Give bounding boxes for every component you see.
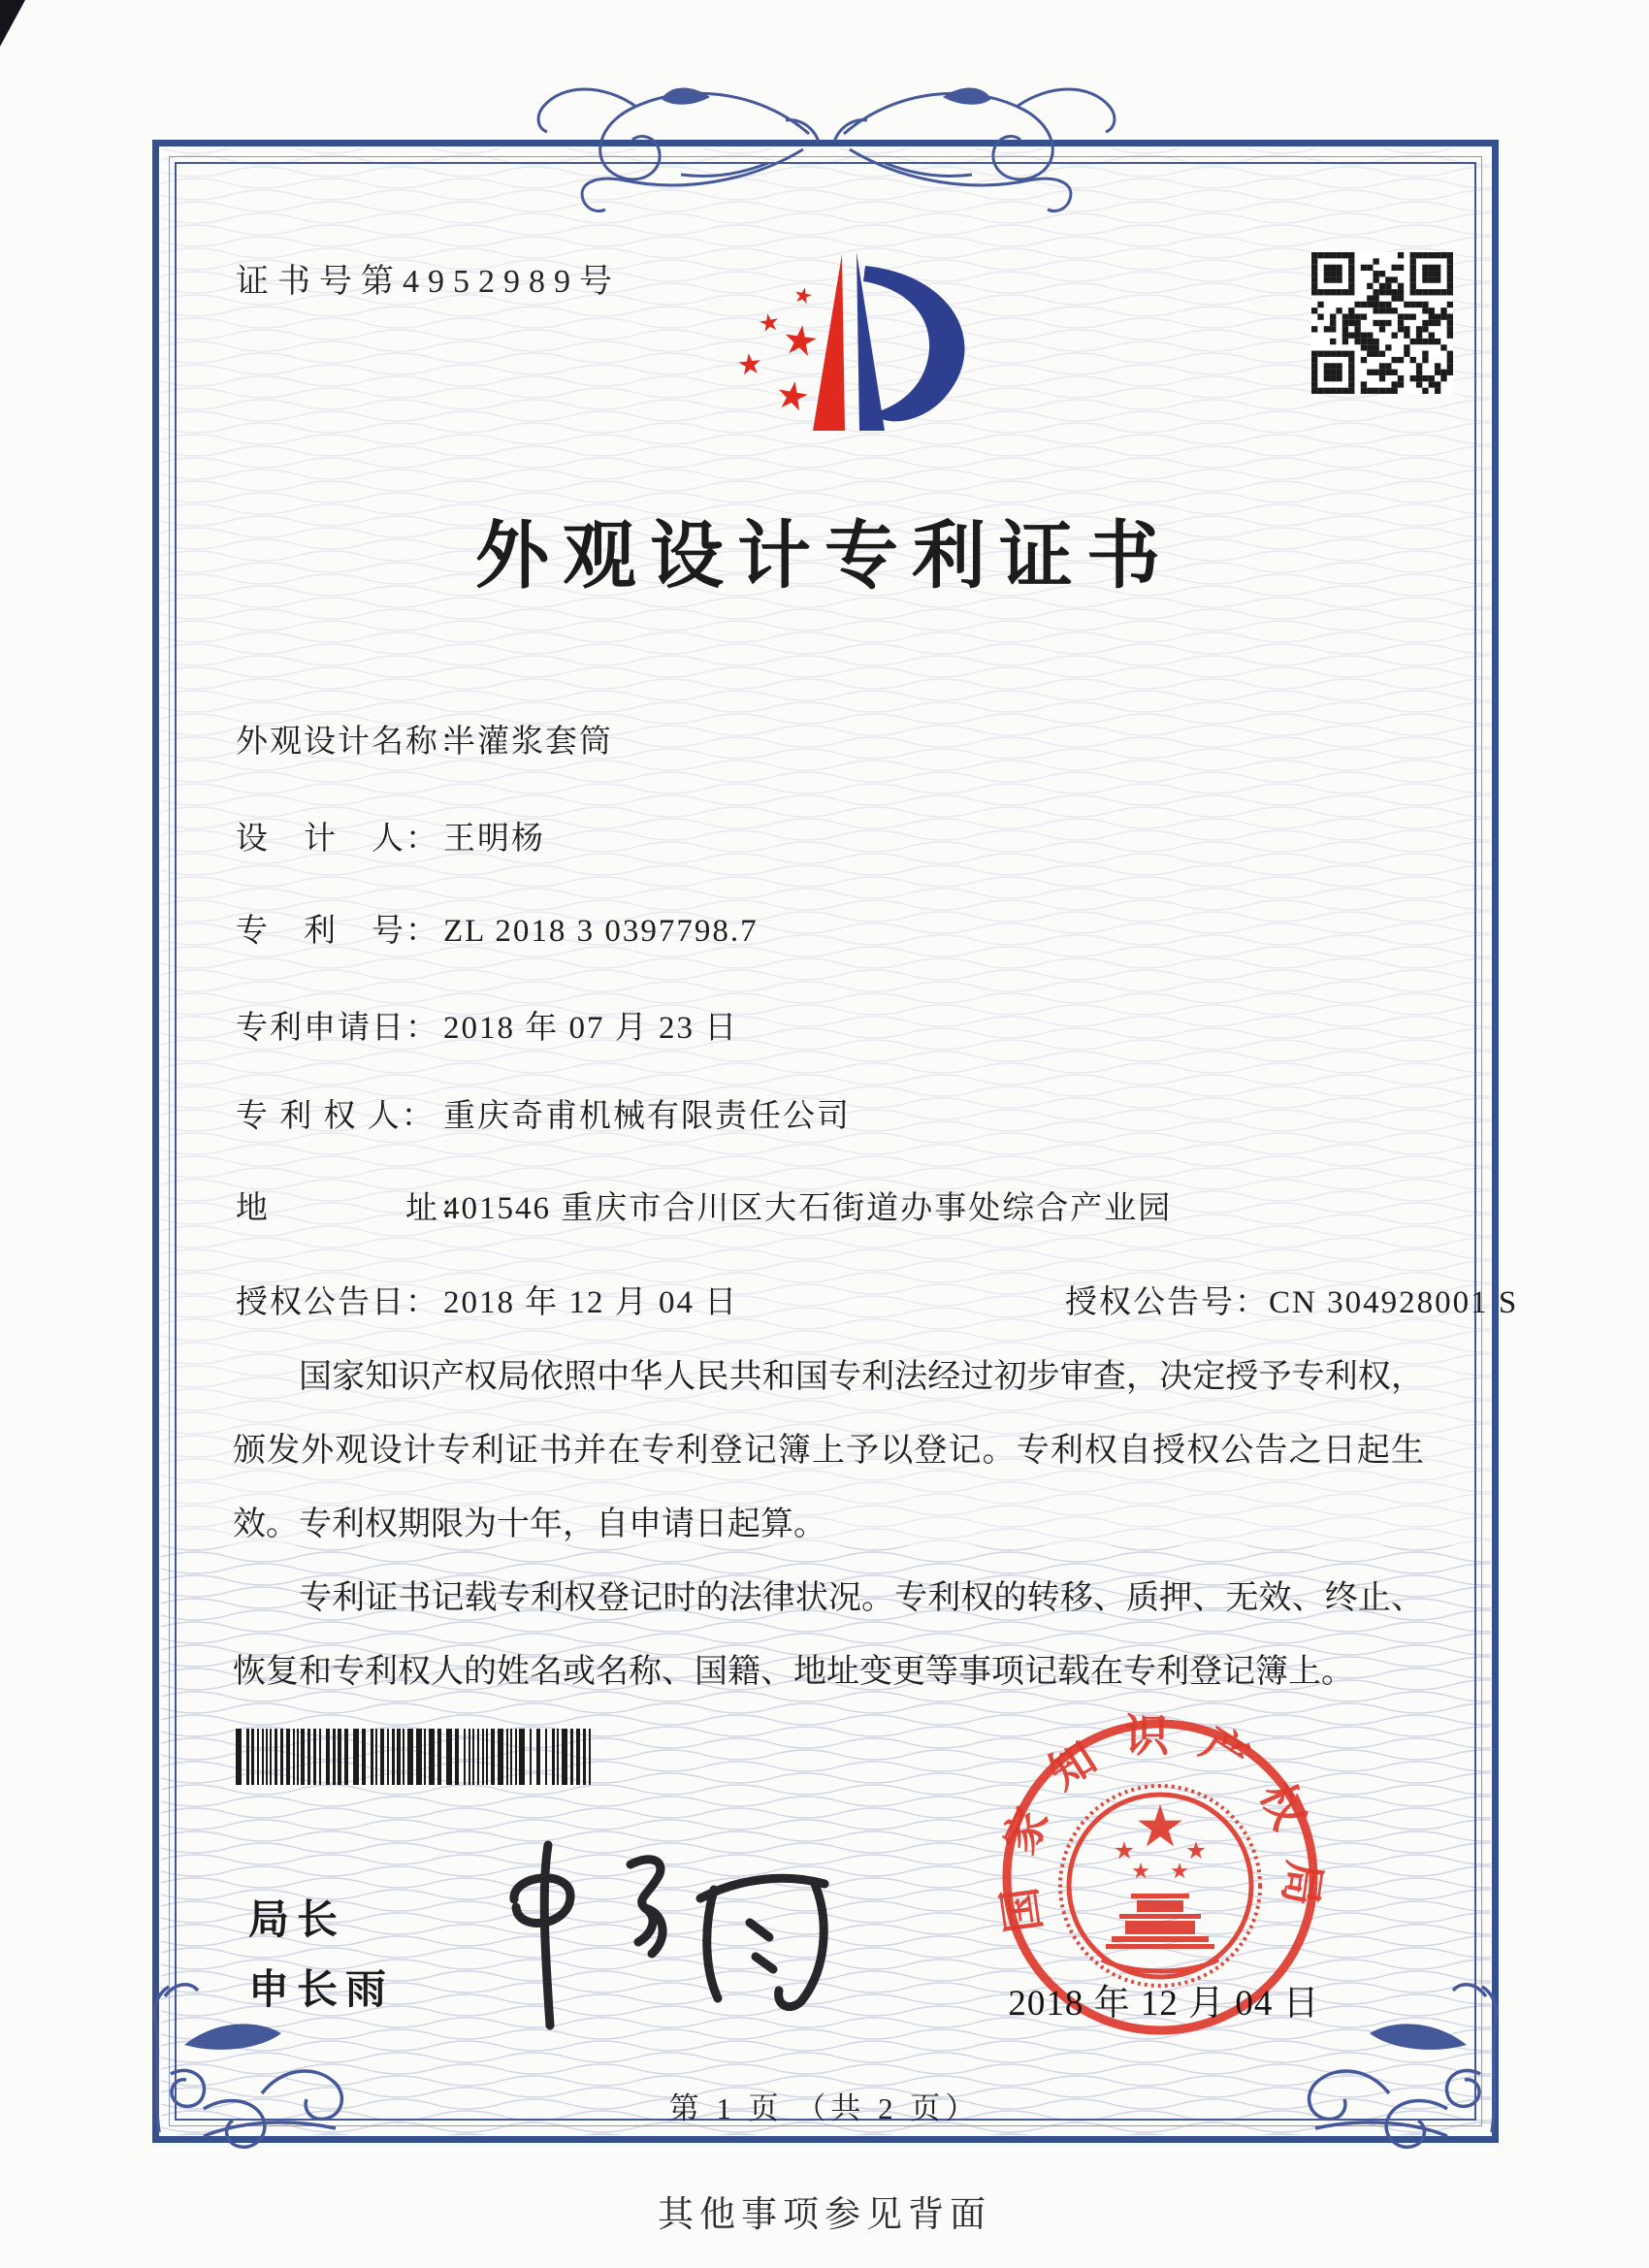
top-flourish-ornament <box>427 70 1222 225</box>
field-label: 专 利 权 人： <box>236 1099 436 1134</box>
legal-paragraph-1: 国家知识产权局依照中华人民共和国专利法经过初步审查，决定授予专利权，颁发外观设计专利证书并在专利登记簿上予以登记。专利权自授权公告之日起生效。专利权期限为十年，自申请日起算。 <box>233 1359 1424 1542</box>
page-indicator: 第 1 页 （共 2 页） <box>668 2091 981 2125</box>
certificate-number: 证书号第4952989号 <box>236 264 621 300</box>
field-label: 专 利 号： <box>236 914 439 949</box>
field-value: 王明杨 <box>443 822 545 857</box>
barcode <box>236 1729 597 1785</box>
field-value: ZL 2018 3 0397798.7 <box>443 914 759 949</box>
cnipa-logo <box>718 241 1009 454</box>
field-value: 半灌浆套筒 <box>443 725 613 760</box>
commissioner-title: 局长 <box>248 1896 346 1942</box>
field-label: 授权公告日： <box>236 1285 439 1320</box>
back-side-note: 其他事项参见背面 <box>658 2195 991 2235</box>
field-label: 外观设计名称： <box>236 725 473 760</box>
legal-text <box>233 1341 1424 1709</box>
field-patent-number <box>236 905 759 951</box>
field-filing-date <box>236 1002 738 1048</box>
field-value: 重庆奇甫机械有限责任公司 <box>443 1099 851 1134</box>
commissioner-signature <box>456 1806 873 2039</box>
field-address <box>236 1183 1172 1228</box>
field-value: 2018 年 07 月 23 日 <box>443 1011 739 1046</box>
field-value: 401546 重庆市合川区大石街道办事处综合产业园 <box>443 1191 1173 1226</box>
field-value: 2018 年 12 月 04 日 <box>443 1285 739 1320</box>
field-designer <box>236 813 545 859</box>
seal-ring-text: 国家知识产权局 <box>990 1711 1330 1936</box>
scan-artifact <box>0 0 25 47</box>
field-label: 专利申请日： <box>236 1011 439 1046</box>
commissioner-name: 申长雨 <box>248 1966 395 2012</box>
qr-code <box>1311 252 1453 394</box>
field-label: 地 址： <box>236 1191 473 1226</box>
field-label: 设 计 人： <box>236 822 439 857</box>
legal-paragraph-2: 专利证书记载专利权登记时的法律状况。专利权的转移、质押、无效、终止、恢复和专利权人的姓名或名称、国籍、地址变更等事项记载在专利登记簿上。 <box>233 1580 1424 1690</box>
seal-date: 2018 年 12 月 04 日 <box>1008 1984 1320 2024</box>
field-design-name <box>236 716 613 761</box>
certificate-title: 外观设计专利证书 <box>475 516 1174 598</box>
field-grant-date <box>236 1277 1519 1322</box>
national-emblem <box>1060 1786 1260 1986</box>
field-patentee <box>236 1090 851 1136</box>
field-value: CN 304928001 S <box>1269 1285 1519 1320</box>
field-label: 授权公告号： <box>1065 1285 1269 1320</box>
field-grant-number <box>1065 1277 1518 1322</box>
